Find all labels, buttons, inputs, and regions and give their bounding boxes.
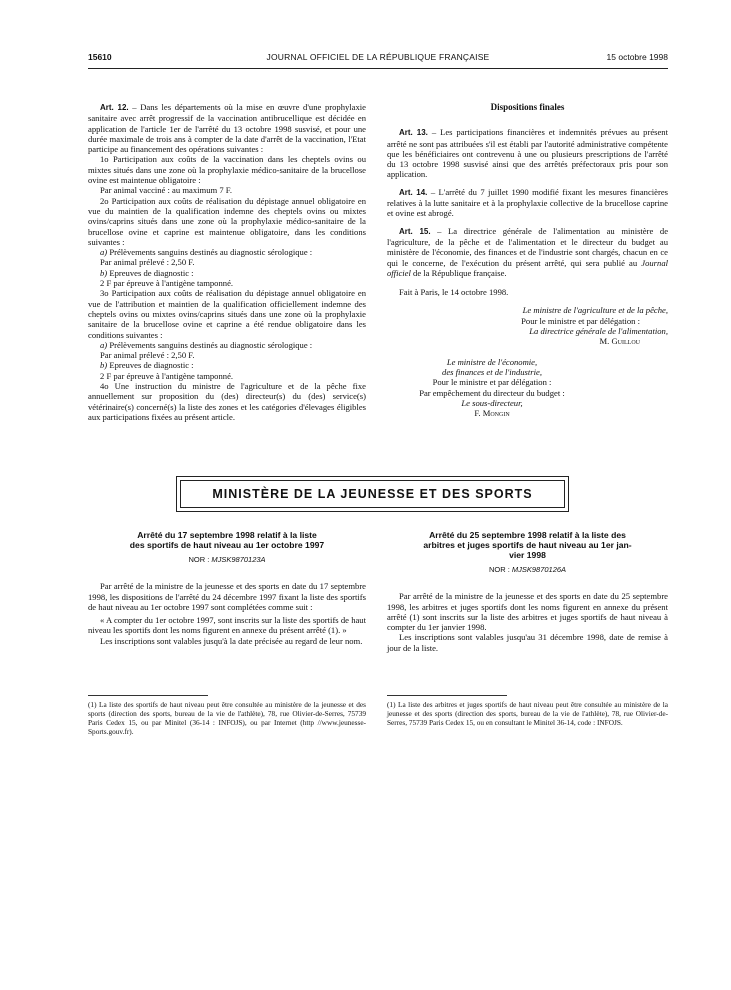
signature-block-economy: Le ministre de l'économie, des finances et de l'industrie, Pour le ministre et par délégation : Par empêchement du directeur du budget : Le sous-directeur, F. Mongin bbox=[419, 356, 565, 419]
decree-title: Arrêté du 25 septembre 1998 relatif à la liste des arbitres et juges sportifs de haut niveau au 1er jan- vier 1998 bbox=[423, 530, 632, 560]
article-12-label: Art. 12. bbox=[100, 103, 129, 112]
footnote: (1) La liste des sportifs de haut niveau peut être consultée au ministère de la jeunesse et des sports (direction des sports, bureau de la vie de l'athlète), 78, rue Olivier-de-Serres, 75739 Paris Cedex 15, ou par Minitel (36-14 : INFOJS), ou par Internet (http //www.jeunesse-Sports.gouv.fr). bbox=[88, 700, 366, 736]
paragraph: a) Prélèvements sanguins destinés au diagnostic sérologique : bbox=[100, 247, 313, 258]
footnote-rule bbox=[88, 695, 208, 696]
paragraph: 2 F par épreuve à l'antigène tamponné. bbox=[100, 370, 234, 381]
signature-block-agriculture: Le ministre de l'agriculture et de la pêche, Pour le ministre et par délégation : La directrice générale de l'alimentation, M. Guillou bbox=[521, 305, 668, 347]
journal-title: JOURNAL OFFICIEL DE LA RÉPUBLIQUE FRANÇAISE bbox=[266, 52, 490, 62]
paragraph: Par arrêté de la ministre de la jeunesse et des sports en date du 25 septembre 1998, les arbitres et juges sportifs dont les noms figurent en annexe du présent arrêté (1) sont inscrits sur la liste des arbitres et juges sportifs de haut niveau à compter du 1er janvier 1998. bbox=[387, 591, 668, 633]
article-13: Art. 13. – Les participations financières et indemnités prévues au présent arrêté ne sont pas attribuées s'il est établi par l'autorité administrative compétente que les bénéficiaires ont contrevenu à une ou plusieurs prescriptions de l'arrêté du 13 octobre 1998 susvisé ainsi que des arrêtés préfectoraux pris pour son application. bbox=[387, 127, 668, 180]
section-title: Dispositions finales bbox=[490, 102, 565, 112]
signature-date: Fait à Paris, le 14 octobre 1998. bbox=[399, 287, 509, 298]
nor-reference: NOR : MJSK9870126A bbox=[488, 565, 567, 574]
paragraph: a) Prélèvements sanguins destinés au diagnostic sérologique : bbox=[100, 339, 313, 350]
final-provisions-column bbox=[387, 102, 668, 418]
article-15: Art. 15. – La directrice générale de l'alimentation au ministère de l'agriculture, de la pêche et de l'alimentation et le directeur du budget au ministère de l'économie, des finances et de l'industrie sont chargés, chacun en ce qui le concerne, de l'exécution du présent arrêté, qui sera publié au Journal officiel de la République française. bbox=[387, 225, 669, 278]
header-rule bbox=[88, 68, 668, 69]
footnote-rule bbox=[387, 695, 507, 696]
paragraph: b) Epreuves de diagnostic : bbox=[100, 267, 194, 278]
nor-reference: NOR : MJSK9870123A bbox=[188, 555, 266, 564]
paragraph: Par animal vacciné : au maximum 7 F. bbox=[100, 185, 233, 196]
paragraph: « A compter du 1er octobre 1997, sont inscrits sur la liste des sportifs de haut niveau les sportifs dont les noms figurent en annexe du présent arrêté (1). » bbox=[88, 615, 366, 636]
paragraph: Par animal prélevé : 2,50 F. bbox=[100, 350, 195, 361]
paragraph: 2 F par épreuve à l'antigène tamponné. bbox=[100, 278, 234, 289]
page-header bbox=[88, 52, 668, 66]
decree-title: Arrêté du 17 septembre 1998 relatif à la liste des sportifs de haut niveau au 1er octobre 1997 bbox=[129, 530, 325, 550]
paragraph: 2o Participation aux coûts de réalisation du dépistage annuel obligatoire en vue du maintien de la qualification indemne des cheptels ovins ou mixtes ovins/caprins situés dans une zone où la prophylaxie médico-sanitaire de la brucellose ovine et caprine est maintenue obligatoire, dans les conditions suivantes : bbox=[88, 195, 366, 247]
issue-date: 15 octobre 1998 bbox=[606, 52, 668, 62]
paragraph: b) Epreuves de diagnostic : bbox=[100, 360, 194, 371]
paragraph: Par arrêté de la ministre de la jeunesse et des sports en date du 17 septembre 1998, les dispositions de l'arrêté du 24 décembre 1997 fixant la liste des sportifs de haut niveau au 1er octobre 1997 sont complétées comme suit : bbox=[88, 581, 366, 612]
paragraph: 4o Une instruction du ministre de l'agriculture et de la pêche fixe annuellement sur proposition du (des) directeur(s) du (des) service(s) vétérinaire(s) concerné(s) la liste des zones et les catégories d'élevages éligibles aux participations fixées au présent article. bbox=[88, 381, 366, 422]
paragraph: Les inscriptions sont valables jusqu'à la date précisée au regard de leur nom. bbox=[100, 635, 363, 646]
ministry-banner: MINISTÈRE DE LA JEUNESSE ET DES SPORTS bbox=[180, 480, 565, 508]
article-12: Art. 12. – Dans les départements où la mise en œuvre d'une prophylaxie sanitaire avec arrêt progressif de la vaccination antibrucellique est décidée en application de l'article 1er de l'arrêté du 13 octobre 1998 susvisé, et pour une durée maximale de trois ans à compter de la date d'arrêt de la vaccination, l'Etat participe au financement des opérations suivantes : bbox=[88, 102, 366, 155]
footnote: (1) La liste des arbitres et juges sportifs de haut niveau peut être consultée au ministère de la jeunesse et des sports (direction des sports, bureau de la vie de l'athlète), 78, rue Olivier-de-Serres, 75739 Paris Cedex 15, ou en consultant le Minitel 36-14, code : INFOJS. bbox=[387, 700, 668, 727]
article-14: Art. 14. – L'arrêté du 7 juillet 1990 modifié fixant les mesures financières relatives à la lutte sanitaire et à la prophylaxie collective de la brucellose caprine et ovine est abrogé. bbox=[387, 186, 668, 219]
decree-sportifs-column bbox=[88, 530, 366, 646]
page-number: 15610 bbox=[88, 52, 112, 62]
article-12-column bbox=[88, 102, 366, 422]
paragraph: 3o Participation aux coûts de réalisation du dépistage annuel obligatoire en vue de l'attribution et maintien de la qualification officiellement indemne des cheptels ovins ou mixtes ovins/caprins situés dans une zone où la prophylaxie sanitaire de la brucellose ovine et caprine a été rendue obligatoire dans les conditions suivantes : bbox=[88, 288, 366, 340]
paragraph: 1o Participation aux coûts de la vaccination dans les cheptels ovins ou mixtes situés dans une zone où la prophylaxie médico-sanitaire de la brucellose ovine est maintenue obligatoire : bbox=[88, 154, 366, 186]
paragraph: Les inscriptions sont valables jusqu'au 31 décembre 1998, date de remise à jour de la liste. bbox=[387, 632, 668, 653]
decree-arbitres-column bbox=[387, 530, 668, 653]
paragraph: Par animal prélevé : 2,50 F. bbox=[100, 257, 195, 268]
